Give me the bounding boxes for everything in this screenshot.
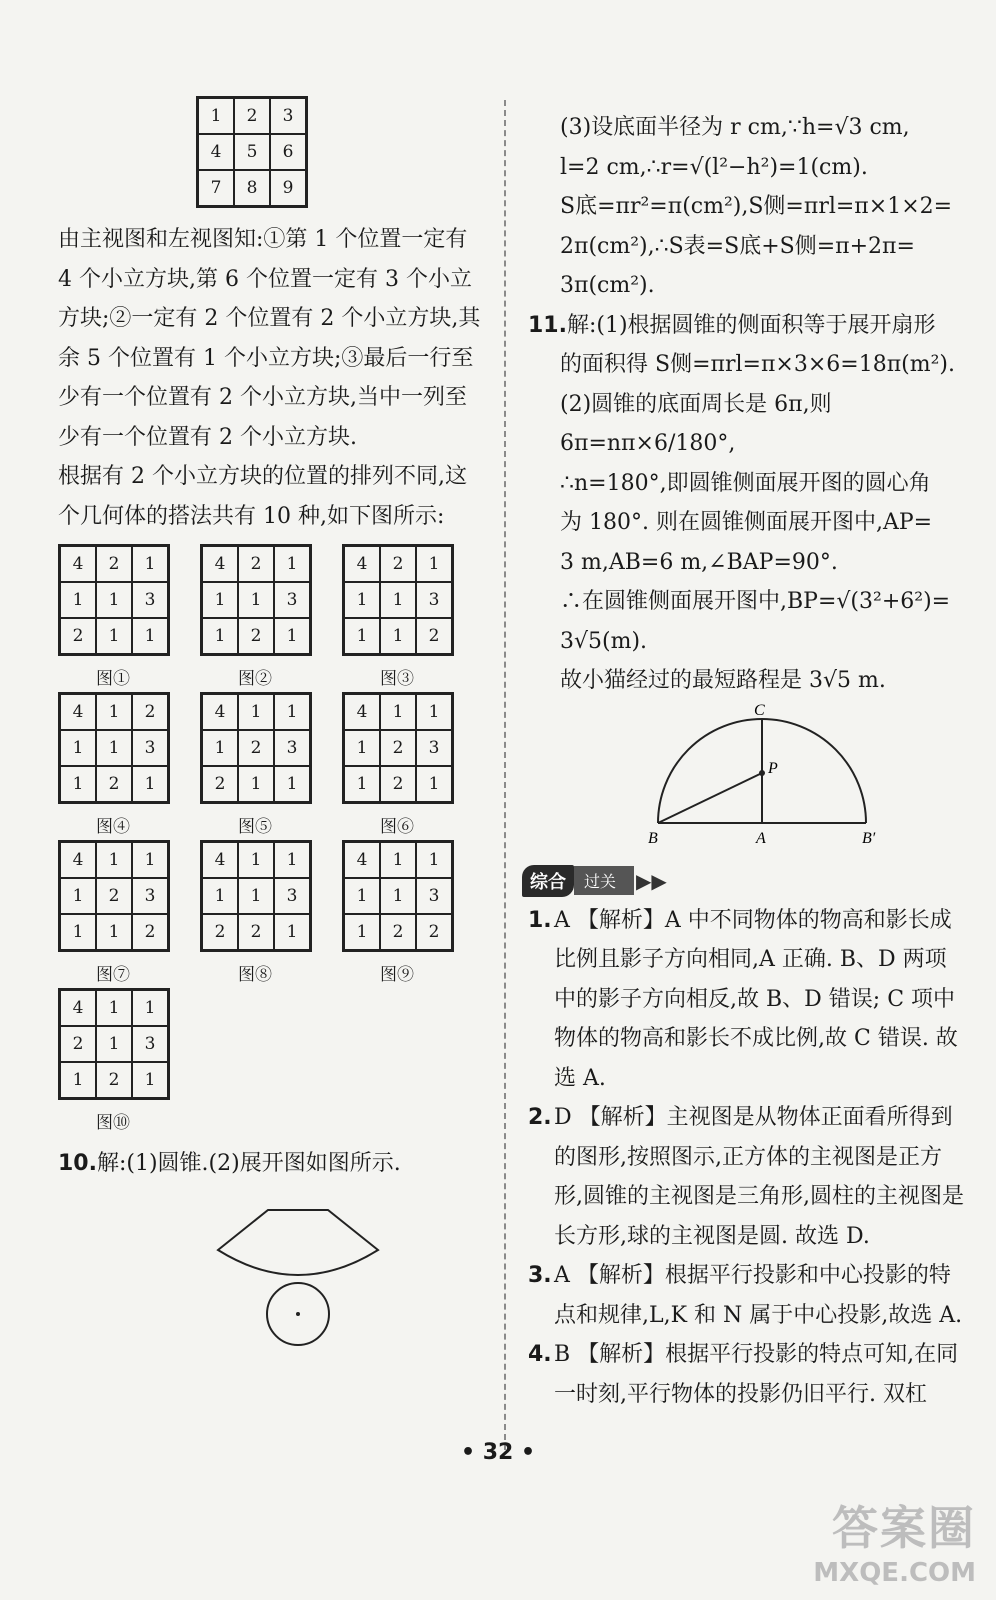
figure-caption: 图⑦: [96, 965, 130, 985]
figure-gallery: [58, 544, 488, 1133]
grid-cell: 9: [270, 170, 306, 206]
grid-cell: 2: [96, 878, 132, 914]
watermark-title: 答案圈: [832, 1501, 976, 1555]
column-divider: [504, 100, 506, 1450]
grid-cell: 1: [96, 990, 132, 1026]
figure-grid: [200, 692, 312, 804]
label-b-prime: B′: [862, 829, 876, 847]
figure-caption: 图⑥: [380, 817, 414, 837]
grid-cell: 4: [60, 546, 96, 582]
point-p: [759, 770, 765, 776]
answer-number: 1.: [528, 907, 552, 933]
grid-cell: 1: [274, 766, 310, 802]
answer-3: [528, 1256, 968, 1335]
grid-cell: 2: [238, 618, 274, 654]
answer-text: D 【解析】主视图是从物体正面看所得到的图形,按照图示,正方体的主视图是正方形,圆锥的主视图是三角形,圆柱的主视图是长方形,球的主视图是圆. 故选 D.: [554, 1105, 964, 1249]
label-a: A: [756, 829, 766, 847]
label-c: C: [754, 702, 765, 719]
q11-line: (2)圆锥的底面周长是 6π,则 6π=nπ×6/180°,: [560, 391, 832, 456]
q10-line: [58, 1144, 488, 1184]
grid-cell: 3: [416, 582, 452, 618]
grid-cell: 1: [132, 842, 168, 878]
cone-net-diagram: [198, 1190, 398, 1370]
grid-cell: 1: [416, 694, 452, 730]
answer-number: 2.: [528, 1105, 552, 1130]
figure-caption: 图④: [96, 817, 130, 837]
grid-cell: 7: [198, 170, 234, 206]
grid-cell: 2: [234, 98, 270, 134]
grid-cell: 3: [132, 878, 168, 914]
grid-cell: 1: [132, 1062, 168, 1098]
grid-cell: 4: [60, 990, 96, 1026]
q9-3-line: 2π(cm²),∴S表=S底+S侧=π+2π=: [560, 233, 915, 259]
figure-caption: 图⑨: [380, 965, 414, 985]
grid-cell: 1: [274, 546, 310, 582]
grid-cell: 1: [238, 582, 274, 618]
figure-item: [200, 840, 342, 985]
grid-cell: 1: [344, 618, 380, 654]
grid-cell: 1: [380, 582, 416, 618]
circle-center-dot: [296, 1312, 300, 1316]
grid-cell: 1: [344, 878, 380, 914]
figure-grid: [58, 988, 170, 1100]
position-grid: [196, 96, 308, 208]
grid-cell: 3: [270, 98, 306, 134]
label-b: B: [648, 829, 658, 847]
segment-bp: [658, 773, 762, 823]
grid-cell: 1: [96, 618, 132, 654]
figure-grid: [58, 840, 170, 952]
q11-line: 的面积得 S侧=πrl=π×3×6=18π(m²).: [560, 352, 955, 377]
figure-item: [58, 544, 200, 689]
answer-2: [528, 1098, 968, 1256]
badge-part-1: 综合: [522, 865, 574, 897]
grid-cell: 2: [416, 618, 452, 654]
grid-cell: 3: [274, 582, 310, 618]
sector-shape: [218, 1210, 378, 1275]
grid-cell: 1: [274, 914, 310, 950]
grid-cell: 1: [202, 730, 238, 766]
q11-line: ∴n=180°,即圆锥侧面展开图的圆心角: [560, 470, 931, 496]
figure-grid: [342, 840, 454, 952]
grid-cell: 4: [202, 842, 238, 878]
answer-1: [528, 901, 968, 1099]
q11-line: [528, 306, 968, 346]
grid-cell: 1: [416, 546, 452, 582]
grid-cell: 2: [380, 766, 416, 802]
grid-cell: 2: [96, 546, 132, 582]
grid-cell: 4: [202, 546, 238, 582]
figure-caption: 图⑩: [96, 1113, 130, 1133]
grid-cell: 3: [132, 582, 168, 618]
q11-line: 3√5(m).: [560, 628, 648, 654]
grid-cell: 1: [60, 878, 96, 914]
grid-cell: 2: [380, 730, 416, 766]
grid-cell: 2: [96, 766, 132, 802]
figure-grid: [200, 544, 312, 656]
grid-cell: 1: [96, 694, 132, 730]
figure-caption: 图⑤: [238, 817, 272, 837]
figure-grid: [342, 692, 454, 804]
figure-caption: 图③: [380, 669, 414, 689]
figure-caption: 图①: [96, 669, 130, 689]
grid-cell: 2: [202, 766, 238, 802]
q11-line: 3 m,AB=6 m,∠BAP=90°.: [560, 549, 838, 575]
q11-number: 11.: [528, 312, 567, 338]
grid-cell: 1: [344, 914, 380, 950]
grid-cell: 1: [132, 766, 168, 802]
figure-item: [58, 692, 200, 837]
grid-cell: 1: [344, 730, 380, 766]
grid-cell: 1: [238, 694, 274, 730]
grid-cell: 1: [344, 582, 380, 618]
figure-item: [58, 840, 200, 985]
grid-cell: 1: [132, 990, 168, 1026]
q9-3-line: (3)设底面半径为 r cm,∵h=√3 cm,: [560, 115, 910, 140]
grid-cell: 2: [380, 914, 416, 950]
q11-text: 解:(1)根据圆锥的侧面积等于展开扇形: [566, 312, 936, 338]
figure-grid: [342, 544, 454, 656]
q9-3-line: 3π(cm²).: [560, 273, 655, 298]
grid-cell: 1: [274, 618, 310, 654]
grid-cell: 1: [344, 766, 380, 802]
watermark-url: MXQE.COM: [813, 1558, 976, 1588]
grid-cell: 1: [202, 878, 238, 914]
grid-cell: 1: [60, 914, 96, 950]
q11-line: 故小猫经过的最短路程是 3√5 m.: [560, 668, 886, 693]
figure-grid: [200, 840, 312, 952]
answer-4: [528, 1335, 968, 1414]
figure-item: [58, 988, 200, 1133]
watermark: [813, 1492, 976, 1588]
grid-cell: 1: [96, 582, 132, 618]
grid-cell: 1: [380, 842, 416, 878]
figure-caption: 图⑧: [238, 965, 272, 985]
answer-number: 4.: [528, 1342, 552, 1367]
grid-cell: 1: [380, 694, 416, 730]
grid-cell: 1: [60, 1062, 96, 1098]
grid-cell: 3: [274, 730, 310, 766]
figure-item: [342, 840, 484, 985]
q10-text: 解:(1)圆锥.(2)展开图如图所示.: [96, 1151, 401, 1176]
q9-3-line: l=2 cm,∴r=√(l²−h²)=1(cm).: [560, 154, 868, 180]
grid-cell: 4: [344, 546, 380, 582]
figure-item: [342, 544, 484, 689]
grid-cell: 1: [60, 582, 96, 618]
grid-cell: 1: [380, 878, 416, 914]
semicircle-diagram: [638, 703, 898, 853]
grid-cell: 1: [416, 766, 452, 802]
grid-cell: 2: [416, 914, 452, 950]
q11-line: 为 180°. 则在圆锥侧面展开图中,AP=: [560, 510, 933, 535]
figure-item: [342, 692, 484, 837]
grid-cell: 2: [238, 914, 274, 950]
grid-cell: 4: [202, 694, 238, 730]
grid-cell: 1: [380, 618, 416, 654]
page-number: • 32 •: [460, 1440, 536, 1465]
answer-text: A 【解析】A 中不同物体的物高和影长成比例且影子方向相同,A 正确. B、D 两项中的影子方向相反,故 B、D 错误; C 项中物体的物高和影长不成比例,故 C 错误. 故选 A.: [554, 907, 958, 1091]
grid-cell: 2: [96, 1062, 132, 1098]
figure-caption: 图②: [238, 669, 272, 689]
figure-grid: [58, 544, 170, 656]
grid-cell: 1: [202, 618, 238, 654]
grid-cell: 3: [416, 878, 452, 914]
q9-3-line: S底=πr²=π(cm²),S侧=πrl=π×1×2=: [560, 194, 953, 219]
q11-line: ∴在圆锥侧面展开图中,BP=√(3²+6²)=: [560, 589, 951, 614]
grid-cell: 2: [60, 618, 96, 654]
grid-cell: 1: [132, 546, 168, 582]
grid-cell: 1: [202, 582, 238, 618]
figure-item: [200, 692, 342, 837]
double-arrow-icon: ▶▶: [636, 868, 667, 893]
grid-cell: 1: [274, 694, 310, 730]
explanation-para: 由主视图和左视图知:①第 1 个位置一定有 4 个小立方块,第 6 个位置一定有 3 个小立方块;②一定有 2 个位置有 2 个小立方块,其余 5 个位置有 1 个小立方块;③最后一行至少有一个位置有 2 个小立方块,当中一列至少有一个位置有 2 个小立方块.: [58, 227, 481, 450]
grid-cell: 4: [344, 842, 380, 878]
grid-cell: 4: [198, 134, 234, 170]
grid-cell: 4: [344, 694, 380, 730]
grid-cell: 1: [96, 730, 132, 766]
answer-number: 3.: [528, 1263, 552, 1288]
grid-cell: 4: [60, 842, 96, 878]
grid-cell: 1: [60, 730, 96, 766]
grid-cell: 1: [238, 842, 274, 878]
grid-cell: 1: [238, 766, 274, 802]
right-column: [528, 108, 968, 1414]
grid-cell: 2: [380, 546, 416, 582]
grid-cell: 4: [60, 694, 96, 730]
grid-cell: 1: [96, 842, 132, 878]
grid-cell: 3: [274, 878, 310, 914]
grid-cell: 1: [60, 766, 96, 802]
badge-part-2: 过关: [574, 866, 634, 895]
grid-cell: 1: [274, 842, 310, 878]
grid-cell: 1: [238, 878, 274, 914]
grid-cell: 2: [132, 914, 168, 950]
grid-cell: 3: [132, 1026, 168, 1062]
answer-text: B 【解析】根据平行投影的特点可知,在同一时刻,平行物体的投影仍旧平行. 双杠: [554, 1342, 959, 1407]
answer-text: A 【解析】根据平行投影和中心投影的特点和规律,L,K 和 N 属于中心投影,故选 A.: [554, 1263, 963, 1328]
grid-cell: 1: [96, 914, 132, 950]
grid-cell: 6: [270, 134, 306, 170]
arrangement-para: 根据有 2 个小立方块的位置的排列不同,这个几何体的搭法共有 10 种,如下图所示:: [58, 464, 467, 529]
grid-cell: 5: [234, 134, 270, 170]
grid-cell: 2: [132, 694, 168, 730]
section-badge: [522, 865, 968, 897]
q10-number: 10.: [58, 1151, 97, 1176]
grid-cell: 2: [238, 730, 274, 766]
grid-cell: 3: [416, 730, 452, 766]
grid-cell: 1: [198, 98, 234, 134]
grid-cell: 8: [234, 170, 270, 206]
grid-cell: 2: [238, 546, 274, 582]
grid-cell: 2: [202, 914, 238, 950]
grid-cell: 1: [132, 618, 168, 654]
label-p: P: [768, 759, 778, 777]
grid-cell: 3: [132, 730, 168, 766]
left-column: [58, 96, 488, 1370]
grid-cell: 1: [96, 1026, 132, 1062]
figure-grid: [58, 692, 170, 804]
grid-cell: 2: [60, 1026, 96, 1062]
figure-item: [200, 544, 342, 689]
grid-cell: 1: [416, 842, 452, 878]
